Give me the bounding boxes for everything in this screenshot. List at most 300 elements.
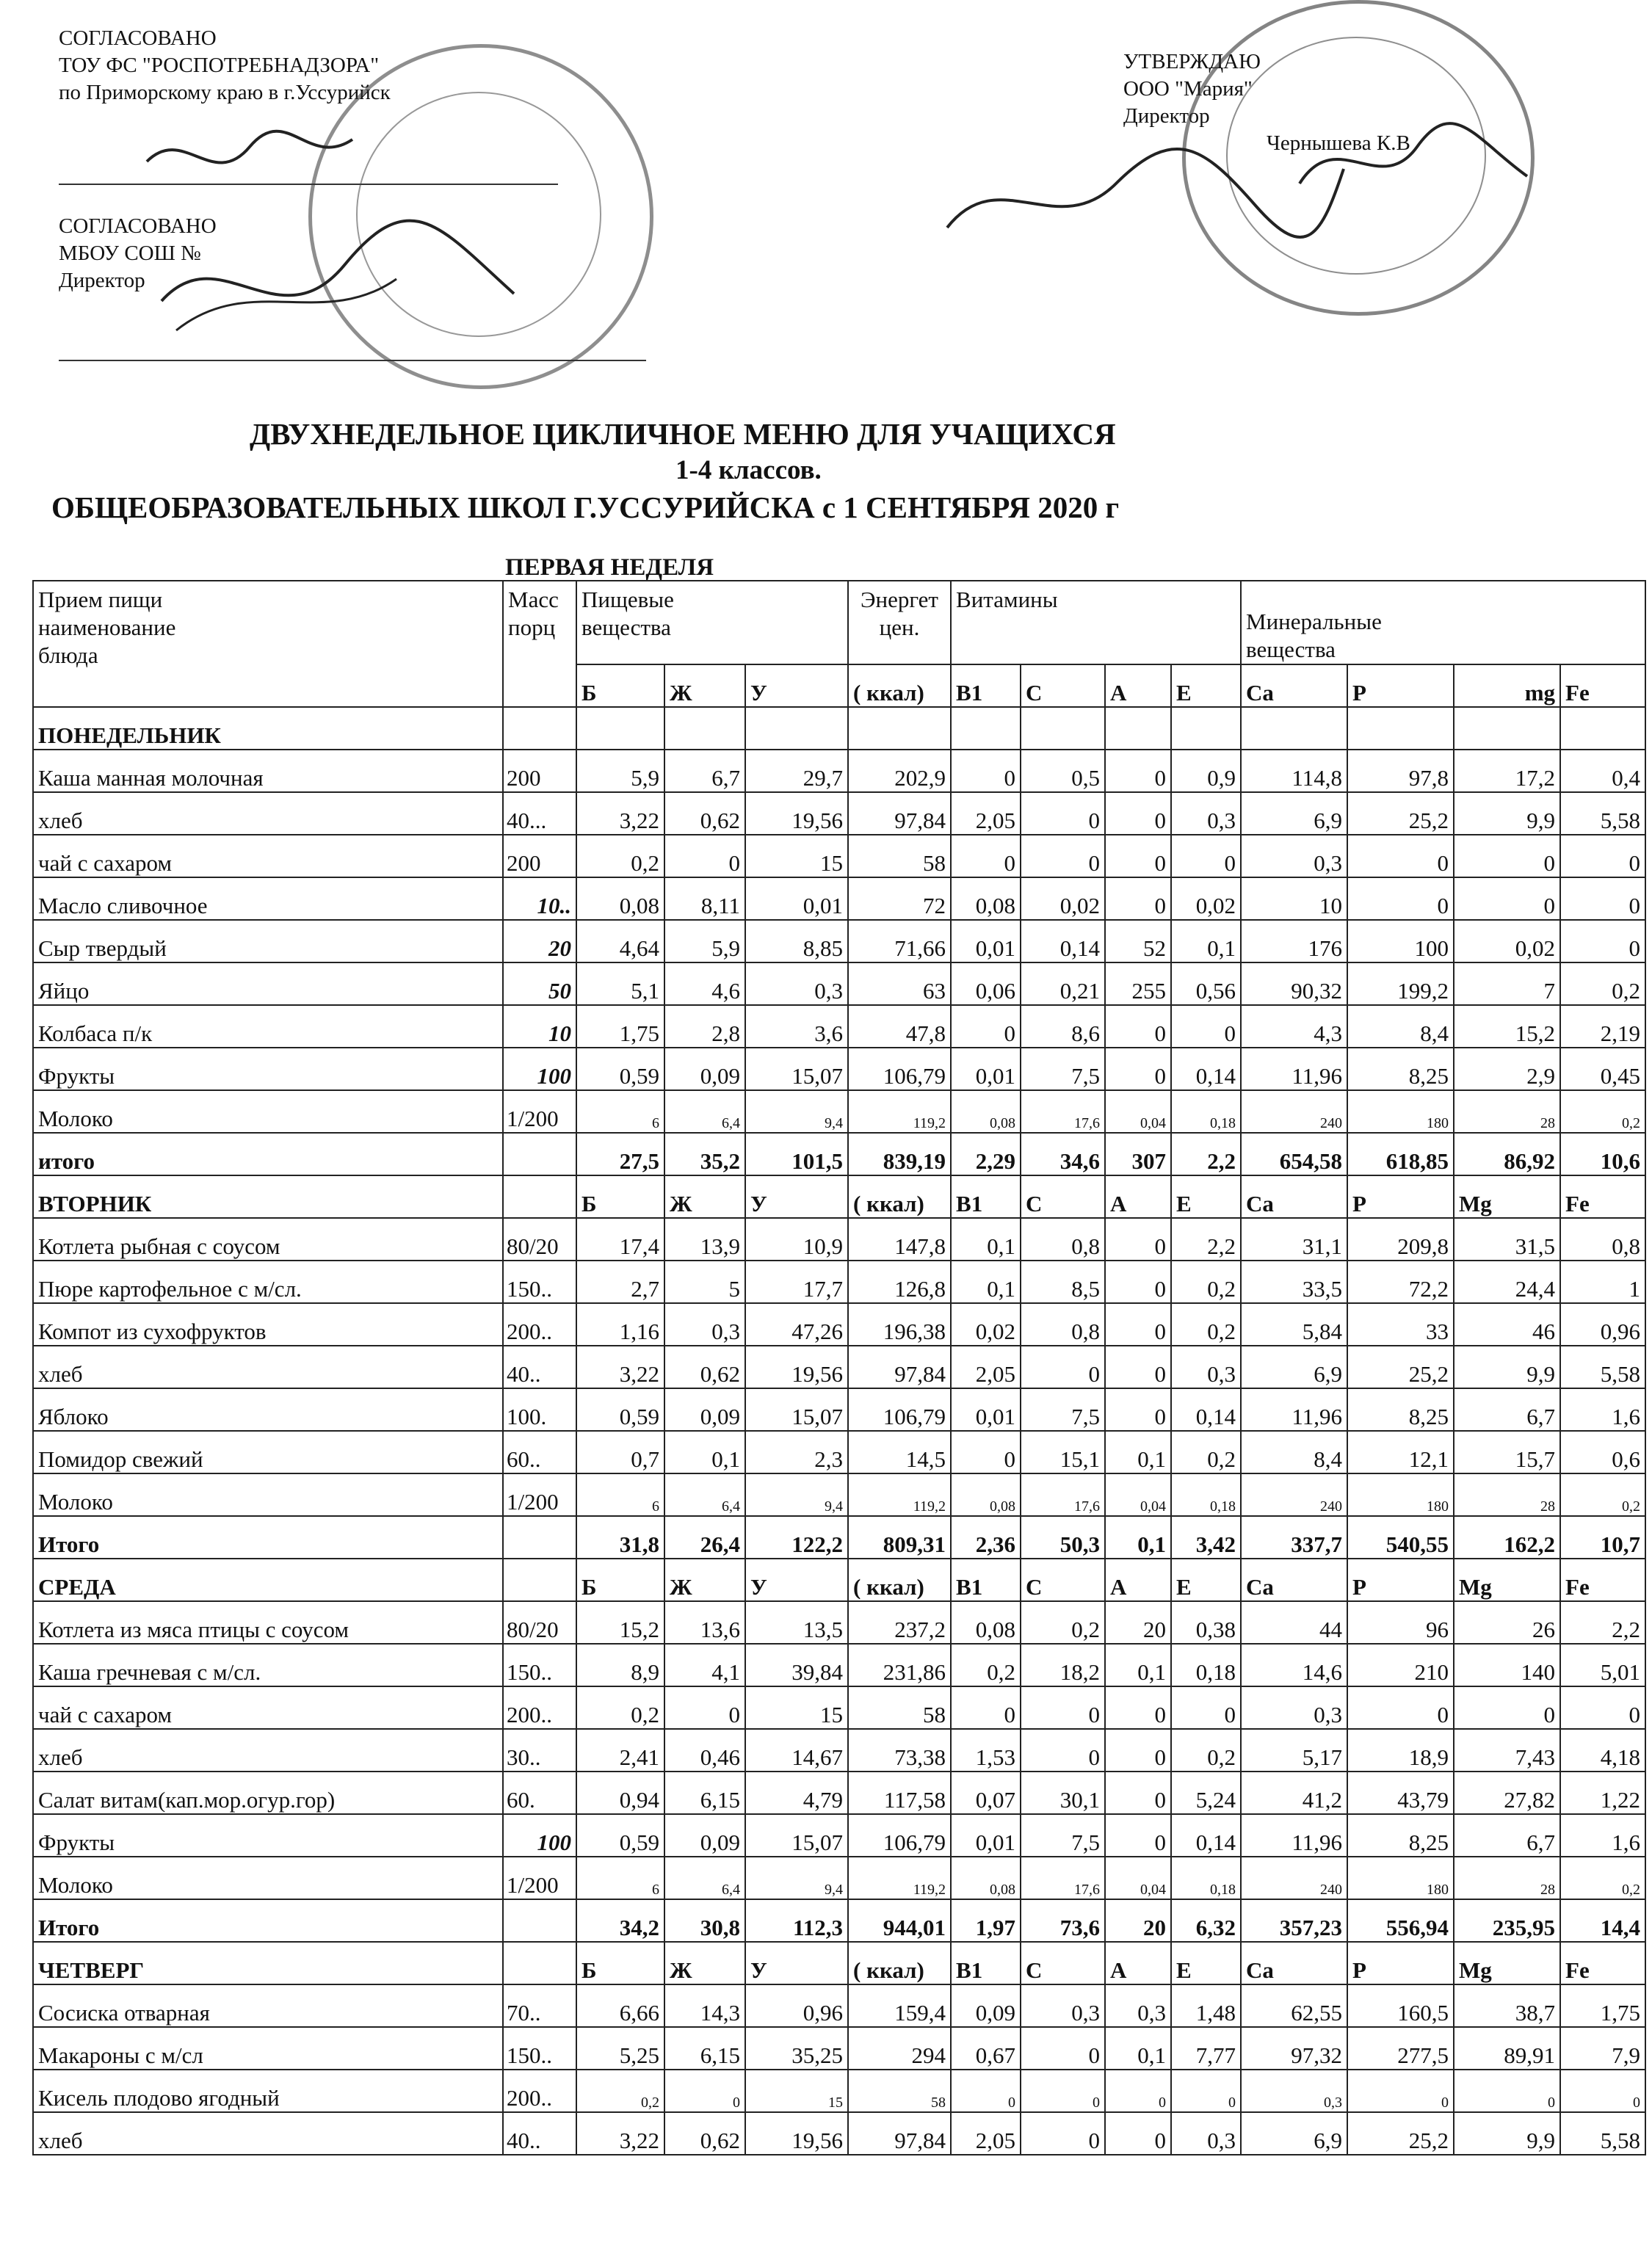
total-value: 337,7	[1241, 1516, 1347, 1559]
value-cell: 5,58	[1560, 792, 1645, 835]
value-cell: 2,2	[1171, 1218, 1241, 1261]
value-cell: 0	[1105, 835, 1171, 877]
unit-cell: В1	[951, 1942, 1021, 1984]
value-cell: 9,4	[745, 1857, 848, 1899]
value-cell: 13,6	[664, 1601, 745, 1644]
value-cell: 0	[1454, 1686, 1560, 1729]
table-row	[33, 1431, 1645, 1473]
value-cell: 58	[848, 1686, 951, 1729]
unit-cell	[745, 707, 848, 750]
value-cell: 1,22	[1560, 1772, 1645, 1814]
value-cell: 10	[1241, 877, 1347, 920]
value-cell: 30,1	[1021, 1772, 1105, 1814]
value-cell: 12,1	[1347, 1431, 1454, 1473]
value-cell: 4,3	[1241, 1005, 1347, 1048]
day-name: ЧЕТВЕРГ	[33, 1942, 503, 1984]
value-cell: 43,79	[1347, 1772, 1454, 1814]
value-cell: 0,08	[951, 1601, 1021, 1644]
value-cell: 0	[1105, 1218, 1171, 1261]
value-cell: 0,94	[576, 1772, 664, 1814]
empty-cell	[503, 1175, 576, 1218]
header-energy: Энергет цен.	[848, 581, 951, 664]
value-cell: 58	[848, 835, 951, 877]
total-value: 357,23	[1241, 1899, 1347, 1942]
header-dish-name: Прием пищи наименование блюда	[33, 581, 503, 707]
table-row	[33, 1473, 1645, 1516]
value-cell: 10,9	[745, 1218, 848, 1261]
table-row	[33, 1261, 1645, 1303]
value-cell: 6,7	[664, 750, 745, 792]
value-cell: 5,01	[1560, 1644, 1645, 1686]
value-cell: 0	[1454, 835, 1560, 877]
value-cell: 97,32	[1241, 2027, 1347, 2070]
approval-line: по Приморскому краю в г.Уссурийск	[59, 81, 391, 104]
value-cell: 0,2	[951, 1644, 1021, 1686]
dish-mass: 30..	[503, 1729, 576, 1772]
dish-name: Масло сливочное	[33, 877, 503, 920]
value-cell: 0,62	[664, 1346, 745, 1388]
value-cell: 6,66	[576, 1984, 664, 2027]
value-cell: 2,05	[951, 792, 1021, 835]
value-cell: 2,05	[951, 1346, 1021, 1388]
title-line-2: 1-4 классов.	[675, 455, 822, 485]
value-cell: 3,22	[576, 2112, 664, 2155]
value-cell: 2,3	[745, 1431, 848, 1473]
value-cell: 0,3	[1241, 835, 1347, 877]
value-cell: 0	[1560, 835, 1645, 877]
total-value: 122,2	[745, 1516, 848, 1559]
value-cell: 0,01	[951, 1814, 1021, 1857]
value-cell: 0	[951, 1005, 1021, 1048]
dish-mass: 150..	[503, 1644, 576, 1686]
empty-cell	[503, 1559, 576, 1601]
value-cell: 0,18	[1171, 1473, 1241, 1516]
empty-cell	[503, 707, 576, 750]
unit-cell: Е	[1171, 1942, 1241, 1984]
value-cell: 4,64	[576, 920, 664, 962]
value-cell: 20	[1105, 1601, 1171, 1644]
value-cell: 7,43	[1454, 1729, 1560, 1772]
value-cell: 4,1	[664, 1644, 745, 1686]
dish-name: хлеб	[33, 792, 503, 835]
value-cell: 9,9	[1454, 2112, 1560, 2155]
value-cell: 199,2	[1347, 962, 1454, 1005]
value-cell: 119,2	[848, 1857, 951, 1899]
signature	[1292, 110, 1542, 213]
total-value: 112,3	[745, 1899, 848, 1942]
unit-cell: У	[745, 1942, 848, 1984]
value-cell: 7	[1454, 962, 1560, 1005]
value-cell: 0	[1171, 1686, 1241, 1729]
table-row	[33, 1005, 1645, 1048]
value-cell: 0,62	[664, 2112, 745, 2155]
value-cell: 35,25	[745, 2027, 848, 2070]
value-cell: 15,1	[1021, 1431, 1105, 1473]
value-cell: 1,53	[951, 1729, 1021, 1772]
value-cell: 0,67	[951, 2027, 1021, 2070]
unit-cell	[1454, 707, 1560, 750]
dish-name: Колбаса п/к	[33, 1005, 503, 1048]
value-cell: 0	[1454, 2070, 1560, 2112]
value-cell: 0,04	[1105, 1473, 1171, 1516]
value-cell: 17,6	[1021, 1473, 1105, 1516]
table-row	[33, 877, 1645, 920]
value-cell: 0,96	[745, 1984, 848, 2027]
value-cell: 15,2	[1454, 1005, 1560, 1048]
unit-cell	[848, 707, 951, 750]
approval-line: Чернышева К.В	[1267, 131, 1410, 155]
value-cell: 11,96	[1241, 1048, 1347, 1090]
value-cell: 6,7	[1454, 1388, 1560, 1431]
unit-cell: У	[745, 1559, 848, 1601]
value-cell: 0,14	[1171, 1814, 1241, 1857]
value-cell: 0,3	[1171, 792, 1241, 835]
value-cell: 6,9	[1241, 792, 1347, 835]
value-cell: 0,3	[1241, 2070, 1347, 2112]
total-value: 10,6	[1560, 1133, 1645, 1175]
value-cell: 0,2	[1171, 1303, 1241, 1346]
total-value: 27,5	[576, 1133, 664, 1175]
value-cell: 17,7	[745, 1261, 848, 1303]
unit-cell	[664, 707, 745, 750]
unit-cell: Е	[1171, 664, 1241, 707]
value-cell: 0,46	[664, 1729, 745, 1772]
unit-cell: А	[1105, 1942, 1171, 1984]
signature	[940, 117, 1351, 264]
value-cell: 0,1	[1171, 920, 1241, 962]
value-cell: 15	[745, 1686, 848, 1729]
value-cell: 0	[1105, 877, 1171, 920]
value-cell: 0	[1021, 2027, 1105, 2070]
value-cell: 0	[1021, 2112, 1105, 2155]
value-cell: 9,9	[1454, 1346, 1560, 1388]
value-cell: 8,25	[1347, 1388, 1454, 1431]
unit-cell: Fe	[1560, 1175, 1645, 1218]
value-cell: 0	[1105, 2070, 1171, 2112]
value-cell: 0,08	[951, 1857, 1021, 1899]
table-row	[33, 1729, 1645, 1772]
value-cell: 0	[1105, 792, 1171, 835]
dish-mass: 20	[503, 920, 576, 962]
unit-cell	[1560, 707, 1645, 750]
value-cell: 63	[848, 962, 951, 1005]
total-value: 2,2	[1171, 1133, 1241, 1175]
dish-mass: 80/20	[503, 1601, 576, 1644]
value-cell: 0,08	[951, 877, 1021, 920]
total-row	[33, 1899, 1645, 1942]
table-row	[33, 835, 1645, 877]
dish-mass: 1/200	[503, 1473, 576, 1516]
value-cell: 100	[1347, 920, 1454, 962]
dish-mass: 1/200	[503, 1857, 576, 1899]
dish-name: Сосиска отварная	[33, 1984, 503, 2027]
value-cell: 240	[1241, 1473, 1347, 1516]
value-cell: 8,4	[1241, 1431, 1347, 1473]
value-cell: 0	[1021, 1346, 1105, 1388]
value-cell: 0,7	[576, 1431, 664, 1473]
value-cell: 0,01	[951, 1048, 1021, 1090]
dish-mass: 10..	[503, 877, 576, 920]
value-cell: 0,09	[951, 1984, 1021, 2027]
value-cell: 0	[1454, 877, 1560, 920]
value-cell: 114,8	[1241, 750, 1347, 792]
value-cell: 106,79	[848, 1814, 951, 1857]
value-cell: 0,59	[576, 1388, 664, 1431]
value-cell: 240	[1241, 1090, 1347, 1133]
value-cell: 0,04	[1105, 1857, 1171, 1899]
value-cell: 41,2	[1241, 1772, 1347, 1814]
unit-cell	[1241, 707, 1347, 750]
total-value: 101,5	[745, 1133, 848, 1175]
value-cell: 0,4	[1560, 750, 1645, 792]
total-value: 235,95	[1454, 1899, 1560, 1942]
value-cell: 6,4	[664, 1473, 745, 1516]
dish-name: Каша манная молочная	[33, 750, 503, 792]
value-cell: 7,9	[1560, 2027, 1645, 2070]
value-cell: 106,79	[848, 1048, 951, 1090]
value-cell: 0	[1347, 835, 1454, 877]
value-cell: 0,09	[664, 1814, 745, 1857]
unit-cell: ( ккал)	[848, 664, 951, 707]
table-row	[33, 1388, 1645, 1431]
value-cell: 15,07	[745, 1814, 848, 1857]
value-cell: 6	[576, 1473, 664, 1516]
value-cell: 119,2	[848, 1090, 951, 1133]
total-value: 944,01	[848, 1899, 951, 1942]
value-cell: 0,2	[1171, 1431, 1241, 1473]
total-value: 307	[1105, 1133, 1171, 1175]
unit-cell: Са	[1241, 664, 1347, 707]
value-cell: 0,3	[1241, 1686, 1347, 1729]
unit-cell: С	[1021, 664, 1105, 707]
value-cell: 5,24	[1171, 1772, 1241, 1814]
value-cell: 0,1	[664, 1431, 745, 1473]
value-cell: 0,02	[951, 1303, 1021, 1346]
total-value: 6,32	[1171, 1899, 1241, 1942]
value-cell: 14,5	[848, 1431, 951, 1473]
value-cell: 0,14	[1021, 920, 1105, 962]
value-cell: 0	[1105, 1686, 1171, 1729]
value-cell: 0,08	[576, 877, 664, 920]
dish-name: Яблоко	[33, 1388, 503, 1431]
unit-cell: В1	[951, 1175, 1021, 1218]
value-cell: 159,4	[848, 1984, 951, 2027]
dish-mass: 100	[503, 1048, 576, 1090]
value-cell: 15,07	[745, 1388, 848, 1431]
value-cell: 7,77	[1171, 2027, 1241, 2070]
value-cell: 6,7	[1454, 1814, 1560, 1857]
value-cell: 2,19	[1560, 1005, 1645, 1048]
value-cell: 18,9	[1347, 1729, 1454, 1772]
value-cell: 29,7	[745, 750, 848, 792]
value-cell: 0,3	[1021, 1984, 1105, 2027]
approval-line: УТВЕРЖДАЮ	[1123, 50, 1261, 73]
day-name: СРЕДА	[33, 1559, 503, 1601]
unit-cell: ( ккал)	[848, 1175, 951, 1218]
dish-mass: 40..	[503, 2112, 576, 2155]
total-value: 3,42	[1171, 1516, 1241, 1559]
value-cell: 15,7	[1454, 1431, 1560, 1473]
day-row	[33, 1559, 1645, 1601]
value-cell: 5,84	[1241, 1303, 1347, 1346]
value-cell: 0,08	[951, 1090, 1021, 1133]
value-cell: 0	[1105, 2112, 1171, 2155]
total-value: 31,8	[576, 1516, 664, 1559]
value-cell: 31,1	[1241, 1218, 1347, 1261]
value-cell: 0	[1105, 1814, 1171, 1857]
value-cell: 0	[1105, 1005, 1171, 1048]
value-cell: 9,4	[745, 1473, 848, 1516]
value-cell: 17,2	[1454, 750, 1560, 792]
value-cell: 97,84	[848, 1346, 951, 1388]
value-cell: 0,21	[1021, 962, 1105, 1005]
value-cell: 0,2	[576, 1686, 664, 1729]
value-cell: 1,16	[576, 1303, 664, 1346]
value-cell: 0	[1021, 792, 1105, 835]
dish-name: хлеб	[33, 1346, 503, 1388]
value-cell: 7,5	[1021, 1388, 1105, 1431]
value-cell: 0,2	[1171, 1729, 1241, 1772]
total-value: 618,85	[1347, 1133, 1454, 1175]
value-cell: 117,58	[848, 1772, 951, 1814]
value-cell: 0,14	[1171, 1388, 1241, 1431]
value-cell: 6,4	[664, 1090, 745, 1133]
table-row	[33, 1686, 1645, 1729]
table-row	[33, 1048, 1645, 1090]
value-cell: 0,2	[1171, 1261, 1241, 1303]
header-minerals: Минеральные вещества	[1241, 581, 1645, 664]
dish-mass: 1/200	[503, 1090, 576, 1133]
total-value: 14,4	[1560, 1899, 1645, 1942]
day-row	[33, 1942, 1645, 1984]
dish-name: Котлета рыбная с соусом	[33, 1218, 503, 1261]
unit-cell	[576, 707, 664, 750]
value-cell: 5,9	[576, 750, 664, 792]
value-cell: 0	[1171, 1005, 1241, 1048]
value-cell: 0,1	[951, 1261, 1021, 1303]
total-label: Итого	[33, 1899, 503, 1942]
value-cell: 6	[576, 1857, 664, 1899]
unit-cell: Fe	[1560, 664, 1645, 707]
value-cell: 5,17	[1241, 1729, 1347, 1772]
value-cell: 6,4	[664, 1857, 745, 1899]
value-cell: 0,02	[1021, 877, 1105, 920]
unit-cell: Са	[1241, 1175, 1347, 1218]
value-cell: 0	[1105, 1346, 1171, 1388]
value-cell: 18,2	[1021, 1644, 1105, 1686]
value-cell: 0	[1560, 877, 1645, 920]
total-value: 162,2	[1454, 1516, 1560, 1559]
unit-cell: Са	[1241, 1559, 1347, 1601]
value-cell: 28	[1454, 1090, 1560, 1133]
dish-name: Компот из сухофруктов	[33, 1303, 503, 1346]
value-cell: 8,6	[1021, 1005, 1105, 1048]
value-cell: 1,6	[1560, 1388, 1645, 1431]
value-cell: 0	[951, 750, 1021, 792]
total-value: 20	[1105, 1899, 1171, 1942]
total-value: 0,1	[1105, 1516, 1171, 1559]
value-cell: 39,84	[745, 1644, 848, 1686]
left-approval-block	[59, 25, 391, 106]
value-cell: 0	[1105, 1261, 1171, 1303]
dish-mass: 80/20	[503, 1218, 576, 1261]
value-cell: 0	[664, 835, 745, 877]
value-cell: 0,2	[1560, 1857, 1645, 1899]
table-row	[33, 1644, 1645, 1686]
dish-name: Сыр твердый	[33, 920, 503, 962]
value-cell: 15	[745, 2070, 848, 2112]
value-cell: 19,56	[745, 792, 848, 835]
value-cell: 0,08	[951, 1473, 1021, 1516]
value-cell: 6,9	[1241, 2112, 1347, 2155]
value-cell: 0,2	[1021, 1601, 1105, 1644]
value-cell: 0,2	[1560, 1473, 1645, 1516]
unit-cell: Р	[1347, 1942, 1454, 1984]
value-cell: 97,84	[848, 792, 951, 835]
dish-name: чай с сахаром	[33, 835, 503, 877]
value-cell: 47,26	[745, 1303, 848, 1346]
dish-mass: 40..	[503, 1346, 576, 1388]
unit-cell: ( ккал)	[848, 1942, 951, 1984]
value-cell: 8,85	[745, 920, 848, 962]
total-value: 35,2	[664, 1133, 745, 1175]
menu-table	[32, 580, 1646, 2155]
dish-mass: 40...	[503, 792, 576, 835]
value-cell: 8,4	[1347, 1005, 1454, 1048]
value-cell: 231,86	[848, 1644, 951, 1686]
total-row	[33, 1516, 1645, 1559]
value-cell: 240	[1241, 1857, 1347, 1899]
dish-mass: 100.	[503, 1388, 576, 1431]
value-cell: 72	[848, 877, 951, 920]
unit-cell	[1171, 707, 1241, 750]
dish-mass: 50	[503, 962, 576, 1005]
unit-cell: У	[745, 664, 848, 707]
value-cell: 14,6	[1241, 1644, 1347, 1686]
dish-mass: 70..	[503, 1984, 576, 2027]
value-cell: 0,3	[1171, 1346, 1241, 1388]
title-line-1: ДВУХНЕДЕЛЬНОЕ ЦИКЛИЧНОЕ МЕНЮ ДЛЯ УЧАЩИХСЯ	[250, 417, 1116, 451]
dish-mass: 200..	[503, 1686, 576, 1729]
table-row	[33, 1814, 1645, 1857]
dish-mass: 200..	[503, 2070, 576, 2112]
dish-name: Кисель плодово ягодный	[33, 2070, 503, 2112]
value-cell: 8,9	[576, 1644, 664, 1686]
empty-cell	[503, 1133, 576, 1175]
value-cell: 4,6	[664, 962, 745, 1005]
total-value: 34,6	[1021, 1133, 1105, 1175]
value-cell: 89,91	[1454, 2027, 1560, 2070]
value-cell: 140	[1454, 1644, 1560, 1686]
value-cell: 52	[1105, 920, 1171, 962]
value-cell: 25,2	[1347, 792, 1454, 835]
dish-name: Молоко	[33, 1473, 503, 1516]
approval-line: Директор	[59, 269, 145, 292]
value-cell: 2,7	[576, 1261, 664, 1303]
value-cell: 0,02	[1454, 920, 1560, 962]
dish-mass: 60.	[503, 1772, 576, 1814]
unit-cell: ( ккал)	[848, 1559, 951, 1601]
unit-cell: Ж	[664, 664, 745, 707]
value-cell: 202,9	[848, 750, 951, 792]
value-cell: 0,1	[951, 1218, 1021, 1261]
value-cell: 3,22	[576, 1346, 664, 1388]
unit-cell: Са	[1241, 1942, 1347, 1984]
dish-name: Пюре картофельное с м/сл.	[33, 1261, 503, 1303]
table-row	[33, 2112, 1645, 2155]
dish-name: Салат витам(кап.мор.огур.гор)	[33, 1772, 503, 1814]
unit-cell: Fe	[1560, 1942, 1645, 1984]
